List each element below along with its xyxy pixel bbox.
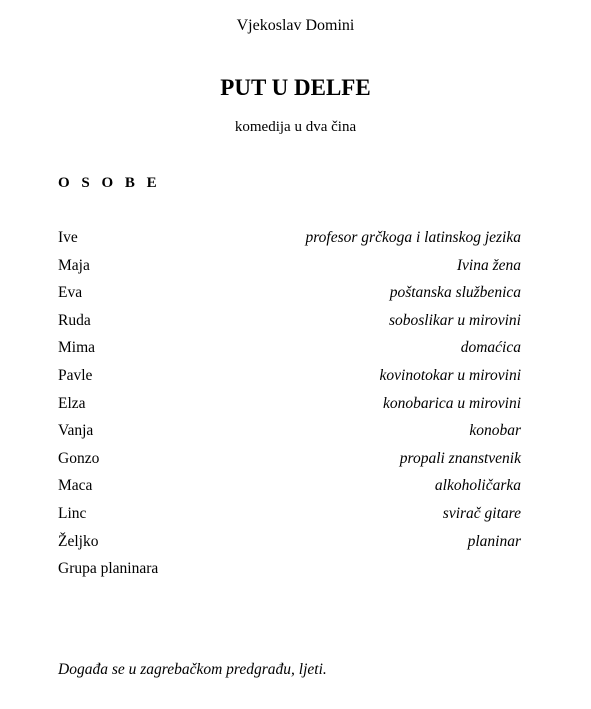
character-name: Vanja bbox=[58, 422, 94, 440]
character-name: Eva bbox=[58, 284, 83, 302]
character-description: soboslikar u mirovini bbox=[388, 311, 521, 329]
cast-row bbox=[58, 448, 521, 476]
character-name: Elza bbox=[58, 394, 86, 412]
play-title: PUT U DELFE bbox=[220, 75, 371, 100]
character-description: poštanska službenica bbox=[389, 284, 521, 302]
character-description: domaćica bbox=[460, 339, 521, 357]
cast-row bbox=[58, 365, 521, 393]
cast-row bbox=[58, 310, 521, 338]
character-description: konobar bbox=[469, 422, 521, 440]
cast-row bbox=[58, 558, 521, 586]
cast-row bbox=[58, 227, 521, 255]
character-name: Mima bbox=[58, 339, 96, 357]
character-description: svirač gitare bbox=[442, 504, 521, 522]
character-description: propali znanstvenik bbox=[399, 449, 521, 467]
character-description: alkoholičarka bbox=[434, 477, 521, 495]
cast-row bbox=[58, 503, 521, 531]
character-name: Ive bbox=[58, 229, 78, 246]
character-name: Ruda bbox=[58, 311, 91, 329]
cast-list bbox=[58, 227, 521, 586]
character-name: Pavle bbox=[58, 366, 93, 384]
character-description: planinar bbox=[467, 532, 521, 550]
author-name: Vjekoslav Domini bbox=[236, 17, 355, 34]
character-name: Gonzo bbox=[58, 449, 100, 467]
character-description: profesor grčkoga i latinskog jezika bbox=[305, 229, 521, 246]
cast-heading: O S O B E bbox=[58, 175, 161, 191]
play-subtitle: komedija u dva čina bbox=[234, 119, 357, 135]
cast-row bbox=[58, 337, 521, 365]
character-description: Ivina žena bbox=[456, 256, 521, 274]
character-description: kovinotokar u mirovini bbox=[379, 366, 521, 384]
cast-row bbox=[58, 282, 521, 310]
cast-row bbox=[58, 475, 521, 503]
character-name: Željko bbox=[58, 532, 99, 550]
cast-row bbox=[58, 420, 521, 448]
character-description: konobarica u mirovini bbox=[382, 394, 521, 412]
character-name: Linc bbox=[58, 504, 87, 522]
setting-note: Događa se u zagrebačkom predgrađu, ljeti. bbox=[58, 661, 327, 678]
character-name: Grupa planinara bbox=[58, 560, 159, 578]
character-name: Maja bbox=[58, 256, 90, 274]
cast-row bbox=[58, 531, 521, 559]
cast-row bbox=[58, 255, 521, 283]
cast-row bbox=[58, 393, 521, 421]
character-name: Maca bbox=[58, 477, 93, 495]
